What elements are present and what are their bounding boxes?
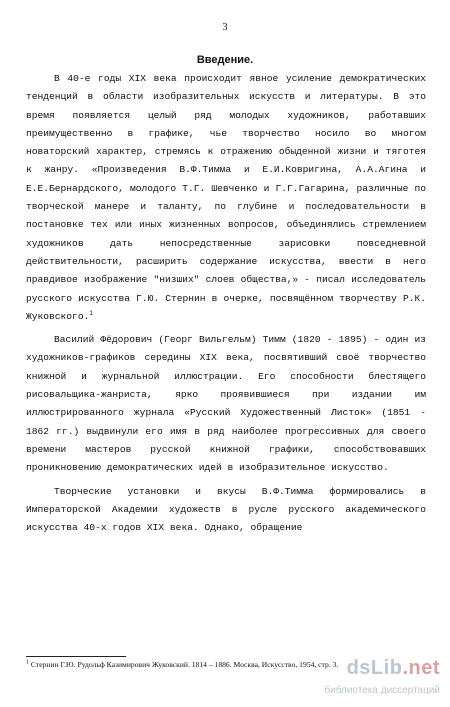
footnote-text: Стернин Г.Ю. Рудольф Казимирович Жуковский. 1814 – 1886. Москва, Искусство, 1954, стр. 3. <box>30 660 339 669</box>
page-number: 3 <box>222 22 228 33</box>
footnote-number: 1 <box>26 659 29 666</box>
watermark-logo-main: dsLib <box>346 657 403 679</box>
paragraph-text: В 40-е годы XIX века происходит явное усиление демократических тенденций в области изобразительных искусств и литературы. В это время появляется целый ряд молодых художников, работавших преимущественно в графике, чье творчество носило во многом новаторский характер, стремясь к отражению обыденной жизни и тяготея к жанру. «Произведения В.Ф.Тимма и Е.И.Ковригина, А.А.Агина и Е.Е.Бернардского, молодого Т.Г. Шевченко и Г.Г.Гагарина, различные по творческой манере и таланту, по глубине и последовательности в постановке тех или иных жизненных вопросов, объединялись стремлением художников дать непосредственные зарисовки повседневной действительности, расширить содержание искусства, ввести в него правдивое изображение "низших" слоев общества,» - писал исследователь русского искусства Г.Ю. Стернин в очерке, посвящённом творчеству Р.К. Жуковского. <box>26 73 426 322</box>
paragraph <box>26 70 426 326</box>
paragraph: Василий Фёдорович (Георг Вильгельм) Тимм (1820 - 1895) - один из художников-графиков середины XIX века, посвятивший своё творчество книжной и журнальной иллюстрации. Его способности блестящего рисовальщика-жанриста, ярко проявившиеся при издании им иллюстрированного журнала «Русский Художественный Листок» (1851 - 1862 гг.) выдвинули его имя в ряд наиболее прогрессивных для своего времени мастеров русской книжной графики, способствовавших проникновению демократических идей в изобразительное искусство. <box>26 334 426 474</box>
footnote-divider <box>26 656 126 657</box>
footnote-marker[interactable]: 1 <box>89 309 93 317</box>
watermark-logo <box>260 657 440 680</box>
section-heading: Введение. <box>196 54 254 66</box>
site-watermark <box>260 657 440 701</box>
paragraph: Творческие установки и вкусы В.Ф.Тимма формировались в Императорской Академии художеств в русле русского академического искусства 40-х годов XIX века. Однако, обращение <box>26 485 426 534</box>
watermark-logo-tld: .net <box>402 657 440 679</box>
body-text <box>26 70 426 537</box>
watermark-subtitle: библиотека диссертаций <box>324 685 440 696</box>
